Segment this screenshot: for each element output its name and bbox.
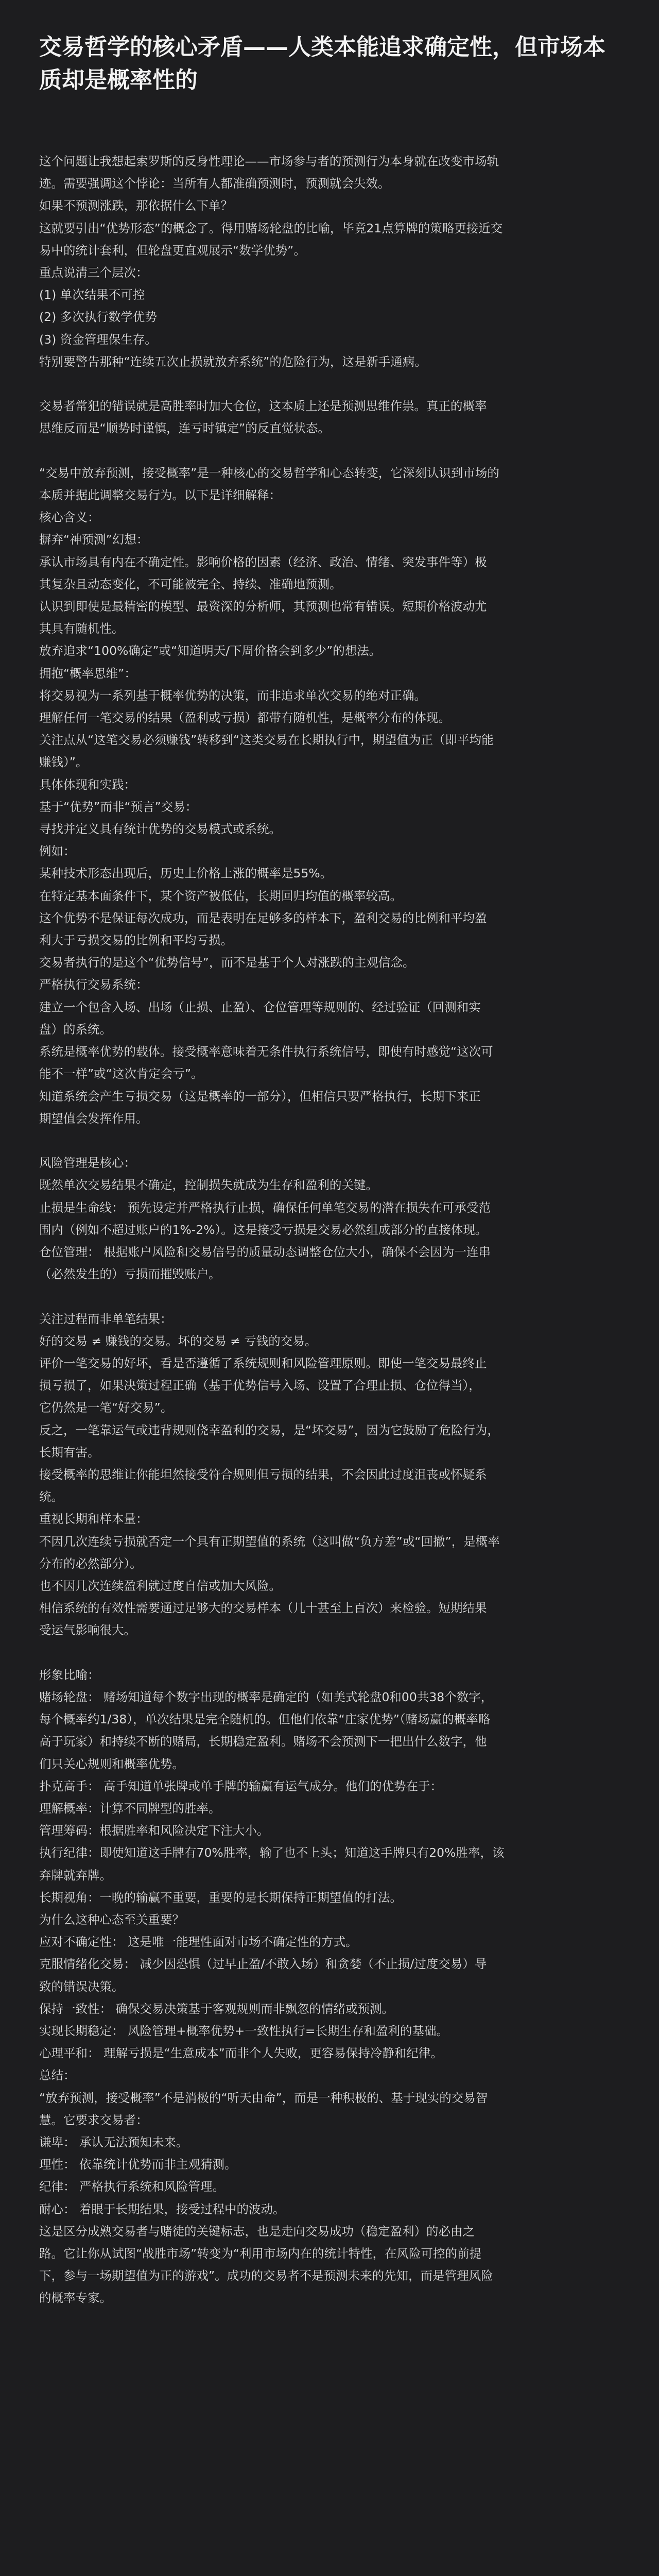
note-line: 这个问题让我想起索罗斯的反身性理论——市场参与者的预测行为本身就在改变市场轨	[39, 154, 499, 168]
note-line: 们只关心规则和概率优势。	[39, 1756, 184, 1771]
note-line: 迹。需要强调这个悖论：当所有人都准确预测时，预测就会失效。	[39, 176, 390, 191]
paragraph-gap	[39, 440, 625, 462]
note-line: 管理筹码：根据胜率和风险决定下注大小。	[39, 1823, 269, 1838]
note-line: 将交易视为一系列基于概率优势的决策，而非追求单次交易的绝对正确。	[39, 688, 426, 703]
note-line: 路。它让你从试图“战胜市场”转变为“利用市场内在的统计特性，在风险可控的前提	[39, 2246, 482, 2261]
note-line: 心理平和： 理解亏损是“生意成本”而非个人失败，更容易保持冷静和纪律。	[39, 2046, 443, 2061]
note-line: 相信系统的有效性需要通过足够大的交易样本（几十甚至上百次）来检验。短期结果	[39, 1601, 487, 1616]
note-line: 这个优势不是保证每次成功，而是表明在足够多的样本下，盈利交易的比例和平均盈	[39, 910, 487, 925]
note-line: 拥抱“概率思维”：	[39, 666, 136, 681]
note-line: 理解任何一笔交易的结果（盈利或亏损）都带有随机性，是概率分布的体现。	[39, 710, 450, 725]
note-line: 其具有随机性。	[39, 621, 124, 636]
note-line: 理解概率：计算不同牌型的胜率。	[39, 1801, 221, 1816]
note-line: 耐心： 着眼于长期结果，接受过程中的波动。	[39, 2201, 285, 2216]
note-line: 谦卑： 承认无法预知未来。	[39, 2135, 188, 2149]
note-line: 赚钱）”。	[39, 755, 88, 770]
note-line: 核心含义：	[39, 510, 100, 525]
note-line: 某种技术形态出现后，历史上价格上涨的概率是55%。	[39, 866, 333, 881]
note-line: 期望值会发挥作用。	[39, 1111, 148, 1126]
note-line: 交易者执行的是这个“优势信号”，而不是基于个人对涨跌的主观信念。	[39, 955, 415, 970]
note-line: (1) 单次结果不可控	[39, 287, 145, 302]
note-title-line: 质却是概率性的	[39, 67, 198, 93]
note-line: 盘）的系统。	[39, 1022, 112, 1037]
note-line: 克服情绪化交易： 减少因恐惧（过早止盈/不敢入场）和贪婪（不止损/过度交易）导	[39, 1957, 487, 1972]
paragraph-gap	[39, 1285, 625, 1308]
note-line: 能不一样”或“这次肯定会亏”。	[39, 1066, 203, 1081]
note-line: 如果不预测涨跌，那依据什么下单？	[39, 198, 233, 213]
paragraph-gap	[39, 373, 625, 395]
note-line: 执行纪律：即使知道这手牌有70%胜率，输了也不上头；知道这手牌只有20%胜率，该	[39, 1845, 505, 1860]
note-line: 形象比喻：	[39, 1667, 100, 1682]
note-line: 应对不确定性： 这是唯一能理性面对市场不确定性的方式。	[39, 1935, 358, 1950]
note-line: 反之，一笔靠运气或违背规则侥幸盈利的交易，是“坏交易”，因为它鼓励了危险行为，	[39, 1422, 499, 1437]
note-line: 系统是概率优势的载体。接受概率意味着无条件执行系统信号，即使有时感觉“这次可	[39, 1044, 493, 1059]
note-line: 重视长期和样本量：	[39, 1512, 148, 1527]
note-line: (2) 多次执行数学优势	[39, 310, 157, 325]
note-line: 保持一致性： 确保交易决策基于客观规则而非飘忽的情绪或预测。	[39, 2001, 394, 2016]
note-line: 仓位管理： 根据账户风险和交易信号的质量动态调整仓位大小，确保不会因为一连串	[39, 1244, 491, 1259]
note-line: 接受概率的思维让你能坦然接受符合规则但亏损的结果，不会因此过度沮丧或怀疑系	[39, 1467, 487, 1482]
note-line: 特别要警告那种“连续五次止损就放弃系统”的危险行为，这是新手通病。	[39, 354, 427, 369]
note-title	[39, 31, 616, 97]
note-line: 止损是生命线： 预先设定并严格执行止损，确保任何单笔交易的潜在损失在可承受范	[39, 1200, 491, 1215]
note-line: 围内（例如不超过账户的1%-2%）。这是接受亏损是交易必然组成部分的直接体现。	[39, 1222, 488, 1237]
note-line: 实现长期稳定： 风险管理+概率优势+一致性执行=长期生存和盈利的基础。	[39, 2023, 449, 2038]
note-line: 放弃追求“100%确定”或“知道明天/下周价格会到多少”的想法。	[39, 643, 381, 658]
note-line: 下，参与一场期望值为正的游戏”。成功的交易者不是预测未来的先知，而是管理风险	[39, 2268, 493, 2283]
paragraph-gap	[39, 1130, 625, 1152]
note-line: 关注点从“这笔交易必须赚钱”转移到“这类交易在长期执行中，期望值为正（即平均能	[39, 733, 494, 748]
note-line: 知道系统会产生亏损交易（这是概率的一部分），但相信只要严格执行，长期下来正	[39, 1089, 481, 1104]
note-line: 慧。它要求交易者：	[39, 2112, 148, 2127]
note-line: 受运气影响很大。	[39, 1623, 136, 1638]
note-line: 承认市场具有内在不确定性。影响价格的因素（经济、政治、情绪、突发事件等）极	[39, 554, 487, 569]
note-line: 长期视角：一晚的输赢不重要，重要的是长期保持正期望值的打法。	[39, 1890, 402, 1905]
note-line: “交易中放弃预测，接受概率”是一种核心的交易哲学和心态转变，它深刻认识到市场的	[39, 465, 499, 480]
note-line: 摒弃“神预测”幻想：	[39, 532, 149, 547]
note-line: 弃牌就弃牌。	[39, 1868, 112, 1883]
note-line: 好的交易 ≠ 赚钱的交易。坏的交易 ≠ 亏钱的交易。	[39, 1333, 317, 1348]
note-line: 严格执行交易系统：	[39, 977, 148, 992]
note-line: 不因几次连续亏损就否定一个具有正期望值的系统（这叫做“负方差”或“回撤”，是概率	[39, 1534, 500, 1549]
note-line: 其复杂且动态变化，不可能被完全、持续、准确地预测。	[39, 577, 342, 591]
note-line: 风险管理是核心：	[39, 1156, 136, 1171]
note-line: 也不因几次连续盈利就过度自信或加大风险。	[39, 1578, 281, 1593]
note-line: 交易者常犯的错误就是高胜率时加大仓位，这本质上还是预测思维作祟。真正的概率	[39, 399, 487, 414]
note-line: 致的错误决策。	[39, 1979, 124, 1994]
note-line: 寻找并定义具有统计优势的交易模式或系统。	[39, 822, 281, 837]
note-line: 重点说清三个层次：	[39, 265, 148, 280]
note-line: 基于“优势”而非“预言”交易：	[39, 799, 198, 814]
note-line: 统。	[39, 1489, 63, 1504]
note-line: 纪律： 严格执行系统和风险管理。	[39, 2179, 224, 2194]
note-line: 关注过程而非单笔结果：	[39, 1311, 172, 1326]
note-line: 的概率专家。	[39, 2291, 112, 2306]
note-line: 具体体现和实践：	[39, 777, 136, 792]
note-line: 例如：	[39, 844, 76, 859]
note-line: (3) 资金管理保生存。	[39, 332, 157, 347]
note-title-line: 交易哲学的核心矛盾——人类本能追求确定性，但市场本	[39, 34, 605, 60]
note-line: 赌场轮盘： 赌场知道每个数字出现的概率是确定的（如美式轮盘0和00共38个数字，	[39, 1689, 493, 1704]
note-line: 分布的必然部分）。	[39, 1556, 142, 1571]
note-line: 易中的统计套利，但轮盘更直观展示“数学优势”。	[39, 243, 306, 258]
note-line: 利大于亏损交易的比例和平均亏损。	[39, 933, 233, 948]
note-line: “放弃预测，接受概率”不是消极的“听天由命”，而是一种积极的、基于现实的交易智	[39, 2090, 488, 2105]
note-line: 本质并据此调整交易行为。以下是详细解释：	[39, 488, 281, 503]
note-line: 长期有害。	[39, 1445, 100, 1460]
note-body	[39, 150, 625, 2310]
note-line: 损亏损了，如果决策过程正确（基于优势信号入场、设置了合理止损、仓位得当），	[39, 1378, 481, 1393]
note-line: 扑克高手： 高手知道单张牌或单手牌的输赢有运气成分。他们的优势在于：	[39, 1778, 442, 1793]
note-line: 高于玩家）和持续不断的赌局，长期稳定盈利。赌场不会预测下一把出什么数字，他	[39, 1734, 487, 1749]
paragraph-gap	[39, 1642, 625, 1664]
note-line: 为什么这种心态至关重要？	[39, 1912, 184, 1927]
note-line: 它仍然是一笔“好交易”。	[39, 1400, 173, 1415]
note-line: 每个概率约1/38），单次结果是完全随机的。但他们依靠“庄家优势”（赌场赢的概率略	[39, 1712, 491, 1727]
note-line: 评价一笔交易的好坏，看是否遵循了系统规则和风险管理原则。即使一笔交易最终止	[39, 1355, 487, 1370]
note-line: （必然发生的）亏损而摧毁账户。	[39, 1267, 221, 1282]
note-line: 在特定基本面条件下，某个资产被低估，长期回归均值的概率较高。	[39, 888, 402, 903]
note-line: 总结：	[39, 2068, 76, 2083]
note-line: 思维反而是“顺势时谨慎，连亏时镇定”的反直觉状态。	[39, 421, 330, 436]
note-line: 这是区分成熟交易者与赌徒的关键标志，也是走向交易成功（稳定盈利）的必由之	[39, 2224, 475, 2239]
note-line: 认识到即使是最精密的模型、最资深的分析师，其预测也常有错误。短期价格波动尤	[39, 599, 487, 614]
note-line: 这就要引出“优势形态”的概念了。得用赌场轮盘的比喻，毕竟21点算牌的策略更接近交	[39, 221, 503, 235]
note-line: 建立一个包含入场、出场（止损、止盈）、仓位管理等规则的、经过验证（回测和实	[39, 999, 481, 1014]
note-line: 既然单次交易结果不确定，控制损失就成为生存和盈利的关键。	[39, 1178, 378, 1193]
note-line: 理性： 依靠统计优势而非主观猜测。	[39, 2157, 237, 2172]
